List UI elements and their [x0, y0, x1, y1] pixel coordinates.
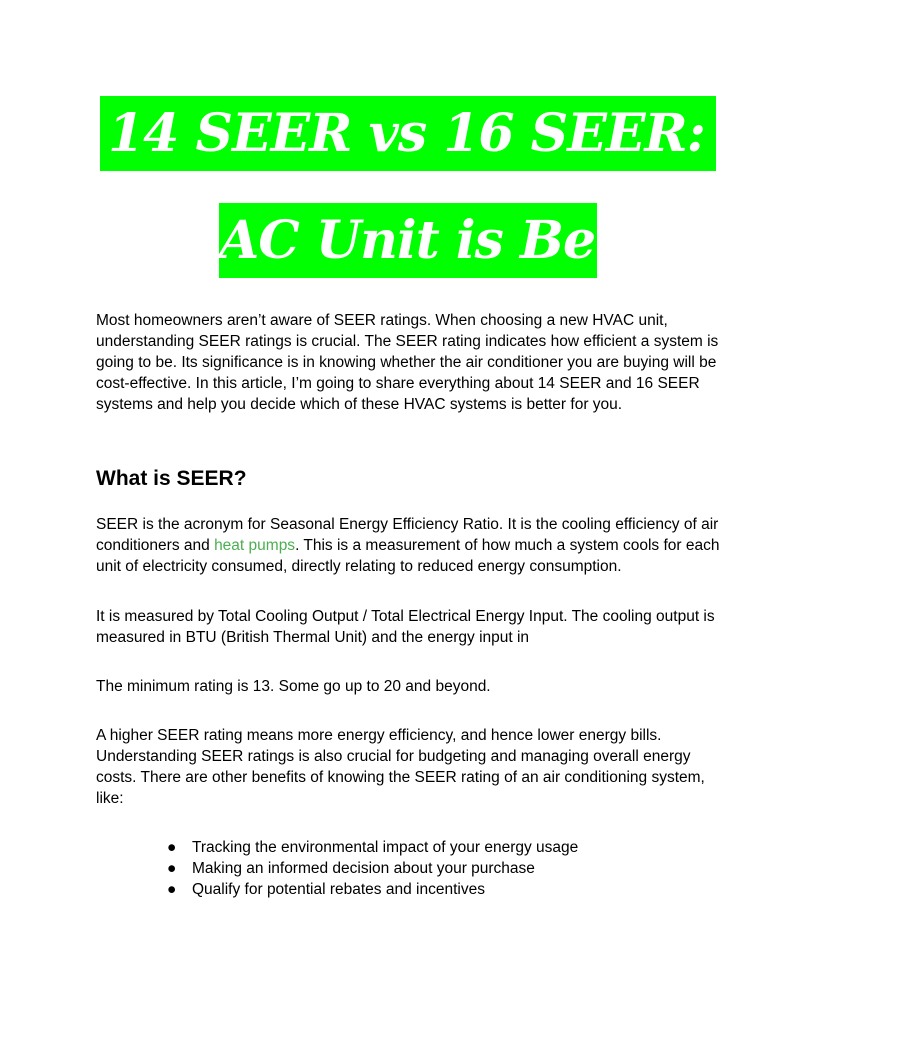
bullet-icon: ●	[167, 881, 177, 898]
title-line-1: 14 SEER vs 16 SEER: Which	[100, 96, 716, 171]
minimum-rating-paragraph: The minimum rating is 13. Some go up to 20 and beyond.	[96, 678, 491, 695]
heat-pumps-link[interactable]: heat pumps	[214, 537, 296, 554]
list-item-text: Qualify for potential rebates and incentives	[192, 881, 485, 898]
seer-definition-text-a: SEER is the acronym for Seasonal Energy Efficiency Ratio. It is the cooling efficiency of air conditioners and	[96, 516, 719, 554]
seer-definition-text-b: . This is a measurement of how much a system cools for each unit of electricity consumed, directly relating to reduced energy consumption.	[96, 537, 720, 575]
bullet-icon: ●	[167, 839, 177, 856]
intro-paragraph: Most homeowners aren’t aware of SEER ratings. When choosing a new HVAC unit, understanding SEER ratings is crucial. The SEER rating indicates how efficient a system is going to be. Its significance is in knowing whether the air conditioner you are buying will be cost-effective. In this article, I’m going to share everything about 14 SEER and 16 SEER systems and help you decide which of these HVAC systems is better for you.	[96, 312, 719, 413]
section-heading-what-is-seer: What is SEER?	[96, 467, 247, 490]
bullet-icon: ●	[167, 860, 177, 877]
list-item	[167, 858, 578, 879]
benefits-list	[167, 837, 578, 900]
title-line-2: AC Unit is Better?	[219, 203, 597, 278]
benefits-paragraph: A higher SEER rating means more energy efficiency, and hence lower energy bills. Understanding SEER ratings is also crucial for budgeting and managing overall energy costs. There are other benefits of knowing the SEER rating of an air conditioning system, like:	[96, 727, 705, 807]
list-item-text: Tracking the environmental impact of your energy usage	[192, 839, 579, 856]
list-item	[167, 879, 578, 900]
list-item	[167, 837, 578, 858]
list-item-text: Making an informed decision about your purchase	[192, 860, 535, 877]
seer-definition-paragraph	[96, 514, 726, 577]
measurement-paragraph: It is measured by Total Cooling Output / Total Electrical Energy Input. The cooling output is measured in BTU (British Thermal Unit) and the energy input in	[96, 608, 715, 646]
